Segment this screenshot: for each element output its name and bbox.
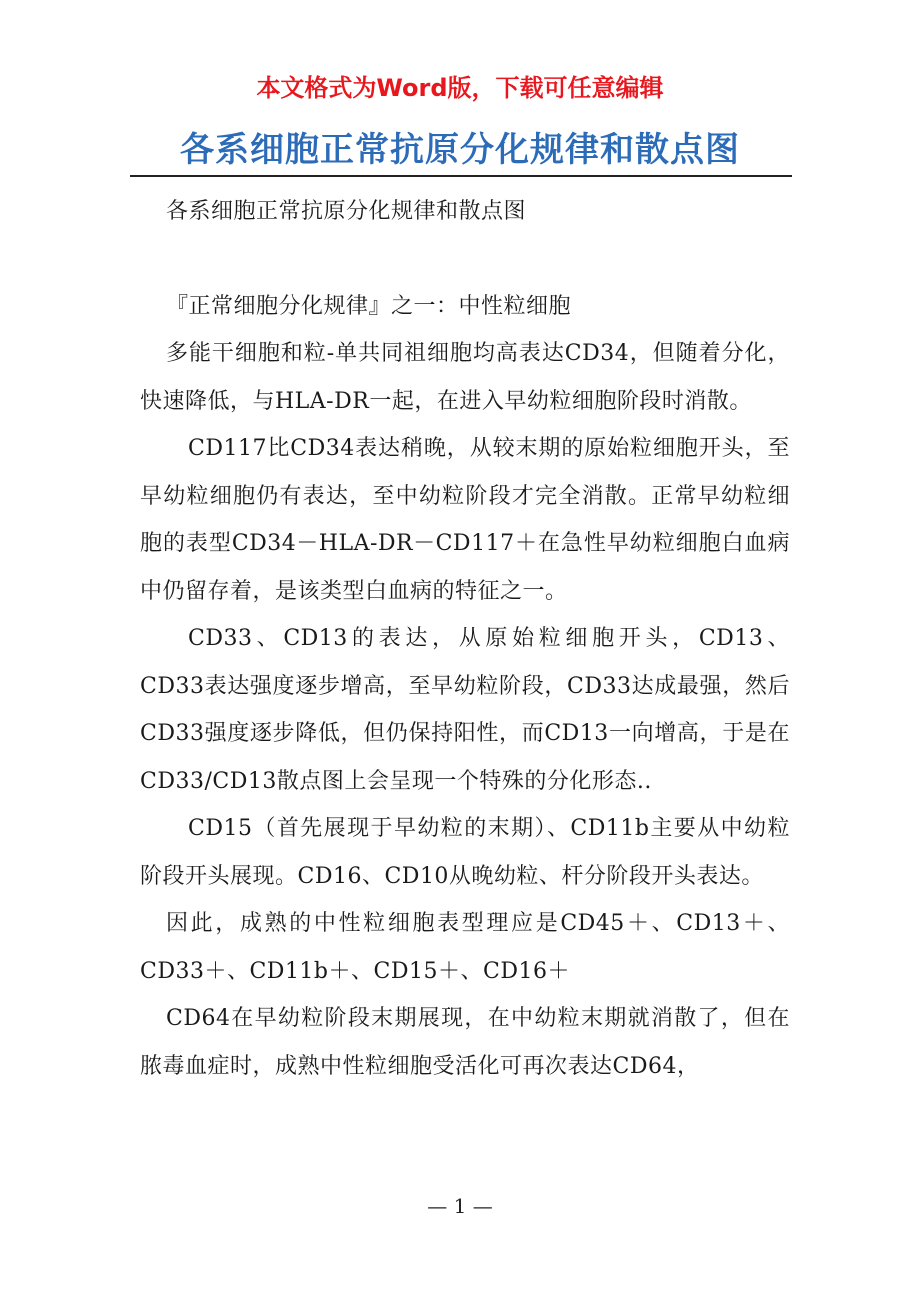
title-divider	[130, 175, 792, 177]
page-number: — 1 —	[427, 1194, 493, 1218]
paragraph-cd64: CD64在早幼粒阶段末期展现，在中幼粒末期就消散了，但在脓毒血症时，成熟中性粒细胞受活化可再次表达CD64，	[140, 1006, 790, 1079]
document-body	[140, 188, 790, 1090]
paragraph-mature-phenotype: 因此，成熟的中性粒细胞表型理应是CD45＋、CD13＋、CD33＋、CD11b＋、CD15＋、CD16＋	[140, 911, 790, 984]
format-banner: 本文格式为Word版，下载可任意编辑	[256, 74, 664, 102]
paragraph-cd33-cd13: CD33、CD13的表达，从原始粒细胞开头，CD13、 CD33表达强度逐步增高，至早幼粒阶段，CD33达成最强，然后CD33强度逐步降低，但仍保持阳性，而CD13一向增高，于是在CD33/CD13散点图上会呈现一个特殊的分化形态..	[140, 626, 790, 794]
paragraph-cd15-cd11b: CD15（首先展现于早幼粒的末期）、CD11b主要从中幼粒阶段开头展现。CD16、CD10从晚幼粒、杆分阶段开头表达。	[140, 816, 790, 889]
blank-line	[140, 236, 790, 283]
paragraph-cd34: 多能干细胞和粒-单共同祖细胞均高表达CD34，但随着分化，快速降低，与HLA-DR一起，在进入早幼粒细胞阶段时消散。	[140, 341, 790, 414]
paragraph-subtitle: 各系细胞正常抗原分化规律和散点图	[166, 199, 527, 224]
paragraph-section-heading: 『正常细胞分化规律』之一：中性粒细胞	[166, 293, 572, 319]
document-title: 各系细胞正常抗原分化规律和散点图	[180, 130, 740, 170]
paragraph-cd117: CD117比CD34表达稍晚，从较末期的原始粒细胞开头，至早幼粒细胞仍有表达，至中幼粒阶段才完全消散。正常早幼粒细胞的表型CD34－HLA-DR－CD117＋在急性早幼粒细胞白血病中仍留存着，是该类型白血病的特征之一。	[140, 436, 790, 604]
